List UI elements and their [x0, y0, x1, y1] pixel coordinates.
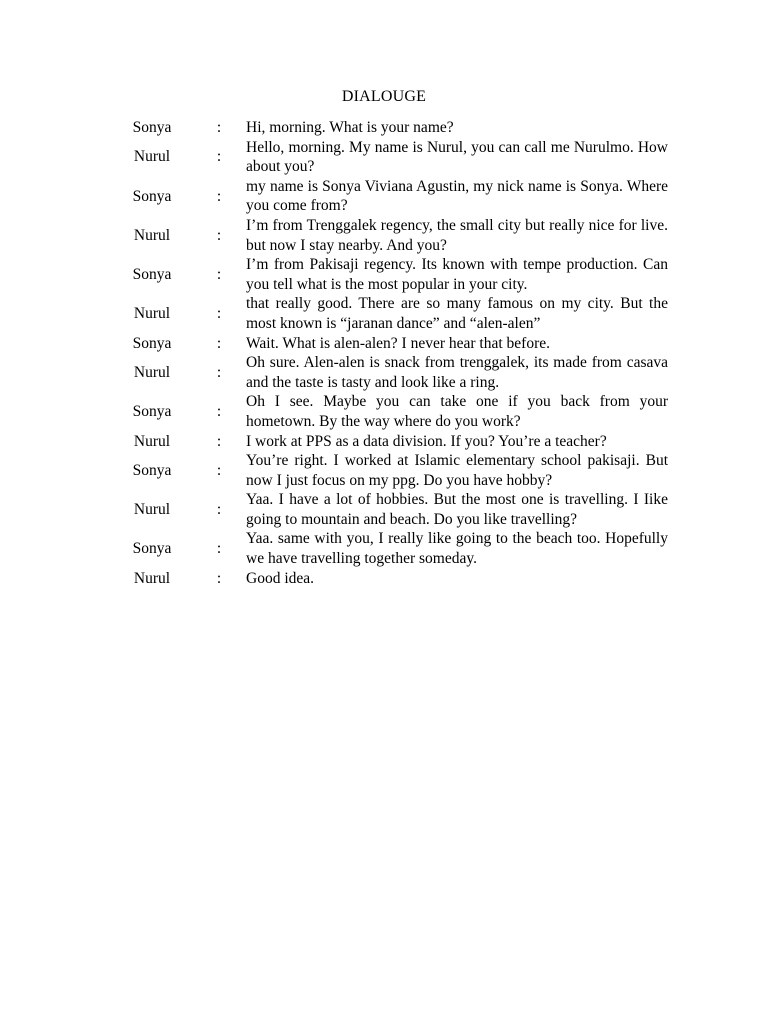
speaker-name: Sonya: [132, 540, 172, 558]
dialogue-row: [112, 432, 668, 452]
dialogue-row: [112, 177, 668, 216]
dialogue-table: [112, 118, 668, 588]
separator-colon: :: [216, 432, 222, 450]
dialogue-text: Hello, morning. My name is Nurul, you can call me Nurulmo. How about you?: [246, 138, 668, 176]
dialogue-row: [112, 255, 668, 294]
separator-colon: :: [216, 363, 222, 381]
speaker-name: Nurul: [133, 569, 171, 587]
dialogue-row: [112, 490, 668, 529]
dialogue-row: [112, 529, 668, 568]
dialogue-text: I’m from Trenggalek regency, the small city but really nice for live. but now I stay nearby. And you?: [246, 216, 668, 254]
dialogue-row: [112, 569, 668, 589]
separator-colon: :: [216, 403, 222, 421]
dialogue-row: [112, 451, 668, 490]
document-title: DIALOUGE: [341, 88, 427, 105]
dialogue-text: You’re right. I worked at Islamic elementary school pakisaji. But now I just focus on my ppg. Do you have hobby?: [246, 452, 668, 489]
speaker-name: Sonya: [132, 265, 172, 283]
dialogue-text: Oh sure. Alen-alen is snack from trenggalek, its made from casava and the taste is tasty and look like a ring.: [246, 354, 668, 391]
speaker-name: Nurul: [133, 148, 171, 166]
dialogue-row: [112, 118, 668, 138]
dialogue-text: Good idea.: [246, 569, 315, 587]
dialogue-row: [112, 294, 668, 333]
dialogue-text: I’m from Pakisaji regency. Its known with tempe production. Can you tell what is the most popular in your city.: [246, 256, 668, 293]
dialogue-text: Oh I see. Maybe you can take one if you back from your hometown. By the way where do you work?: [246, 393, 668, 430]
dialogue-row: [112, 334, 668, 354]
separator-colon: :: [216, 148, 222, 166]
speaker-name: Nurul: [133, 432, 171, 450]
dialogue-row: [112, 216, 668, 255]
dialogue-text: Wait. What is alen-alen? I never hear that before.: [246, 334, 551, 352]
dialogue-text: Yaa. same with you, I really like going to the beach too. Hopefully we have travelling together someday.: [246, 530, 668, 568]
dialogue-text: Hi, morning. What is your name?: [246, 119, 454, 136]
speaker-name: Nurul: [133, 363, 171, 381]
separator-colon: :: [216, 461, 222, 479]
speaker-name: Sonya: [132, 187, 172, 205]
dialogue-row: [112, 353, 668, 392]
speaker-name: Sonya: [132, 461, 172, 479]
separator-colon: :: [216, 334, 222, 352]
separator-colon: :: [216, 265, 222, 283]
separator-colon: :: [216, 305, 222, 323]
separator-colon: :: [216, 187, 222, 205]
separator-colon: :: [216, 501, 222, 519]
separator-colon: :: [216, 540, 222, 558]
dialogue-row: [112, 392, 668, 431]
dialogue-text: I work at PPS as a data division. If you? You’re a teacher?: [246, 432, 607, 450]
speaker-name: Nurul: [133, 226, 171, 244]
separator-colon: :: [216, 226, 222, 244]
dialogue-text: that really good. There are so many famous on my city. But the most known is “jaranan dance” and “alen-alen”: [246, 295, 668, 332]
speaker-name: Sonya: [132, 403, 172, 421]
speaker-name: Sonya: [132, 334, 172, 352]
separator-colon: :: [216, 119, 222, 136]
dialogue-text: my name is Sonya Viviana Agustin, my nick name is Sonya. Where you come from?: [246, 177, 668, 215]
speaker-name: Nurul: [133, 305, 171, 323]
dialogue-text: Yaa. I have a lot of hobbies. But the most one is travelling. I Iike going to mountain and beach. Do you like travelling?: [246, 491, 668, 528]
separator-colon: :: [216, 569, 222, 587]
dialogue-row: [112, 138, 668, 177]
speaker-name: Nurul: [133, 501, 171, 519]
speaker-name: Sonya: [132, 119, 172, 136]
